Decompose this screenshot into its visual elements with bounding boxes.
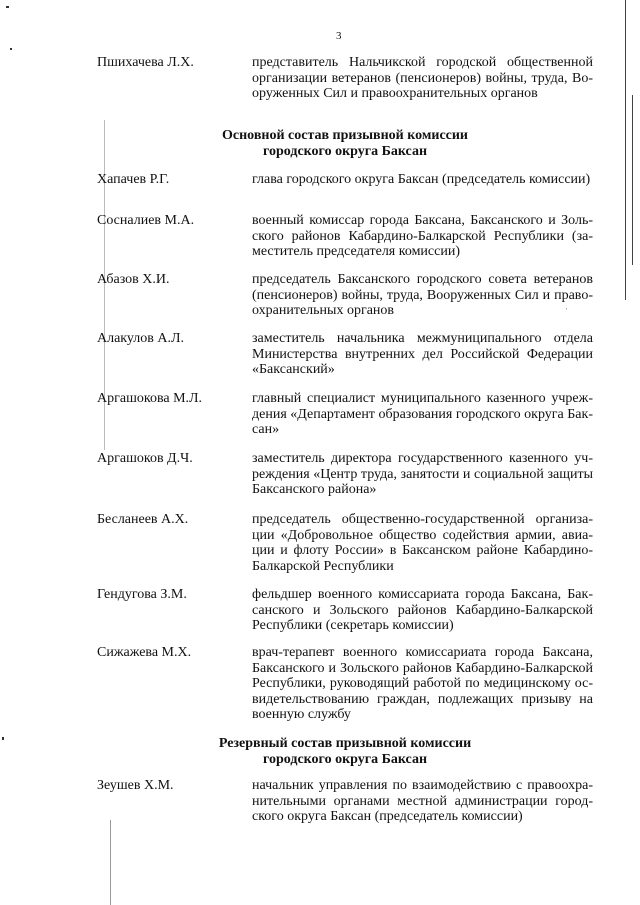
member-role: врач-терапевт военного комиссариата города Баксана, Баксанского и Зольского районов Кабардино-Балкарской Республики, руководящий работой по медицинскому освидетельствованию граждан, подлежащих призыву на военную службу <box>252 645 593 723</box>
member-name: Аргашокова М.Л. <box>97 391 203 406</box>
main-section-heading <box>150 128 540 159</box>
member-role: фельдшер военного комиссариата города Баксана, Баксанского и Зольского районов Кабардино-Балкарской Республики (секретарь комиссии) <box>252 587 593 634</box>
member-role: глава городского округа Баксан (председатель комиссии) <box>252 172 591 187</box>
scan-edge-right-lower <box>632 95 633 265</box>
member-role: представитель Нальчикской городской общественной организации ветеранов (пенсионеров) войны, труда, Вооруженных Сил и правоохранительных органов <box>252 55 593 102</box>
member-role: начальник управления по взаимодействию с правоохранительными органами местной администрации городского округа Баксан (председатель комиссии) <box>252 778 593 825</box>
member-name: Зеушев Х.М. <box>97 778 174 793</box>
member-role: заместитель начальника межмуниципального отдела Министерства внутренних дел Российской Федерации «Баксанский» <box>252 331 593 378</box>
member-name: Алакулов А.Л. <box>97 331 185 346</box>
heading-line: Резервный состав призывной комиссии <box>218 736 472 751</box>
page-number: 3 <box>336 30 342 42</box>
member-role: председатель общественно-государственной организации «Добровольное общество содействия армии, авиации и флоту России» в Баксанском районе Кабардино-Балкарской Республики <box>252 512 593 574</box>
member-role: председатель Баксанского городского совета ветеранов (пенсионеров) войны, труда, Вооруженных Сил и правоохранительных органов <box>252 272 593 319</box>
heading-line: городского округа Баксан <box>262 143 428 159</box>
heading-line: городского округа Баксан <box>262 751 428 767</box>
member-name: Хапачев Р.Г. <box>97 172 170 187</box>
member-name: Аргашоков Д.Ч. <box>97 451 193 466</box>
scan-margin-line-lower <box>110 820 111 905</box>
scan-tick-top-left <box>6 6 9 8</box>
member-role: военный комиссар города Баксана, Баксанского и Зольского районов Кабардино-Балкарской Республики (заместитель председателя комиссии) <box>252 213 593 260</box>
member-role: заместитель директора государственного казенного учреждения «Центр труда, занятости и социальной защиты Баксанского района» <box>252 451 593 498</box>
member-name: Сижажева М.Х. <box>97 645 192 660</box>
scan-dot-left-lower <box>2 737 4 740</box>
member-name: Пшихачева Л.Х. <box>97 55 194 70</box>
member-name: Сосналиев М.А. <box>97 213 195 228</box>
reserve-section-heading <box>150 736 540 767</box>
scan-speck: ' <box>566 308 568 314</box>
member-name: Абазов Х.И. <box>97 272 170 287</box>
heading-line: Основной состав призывной комиссии <box>222 128 468 143</box>
member-name: Гендугова З.М. <box>97 587 187 602</box>
scan-edge-right <box>625 0 626 300</box>
member-name: Бесланеев А.Х. <box>97 512 189 527</box>
scan-dot-left <box>10 48 12 50</box>
member-role: главный специалист муниципального казенного учреждения «Департамент образования городского округа Баксан» <box>252 391 593 438</box>
